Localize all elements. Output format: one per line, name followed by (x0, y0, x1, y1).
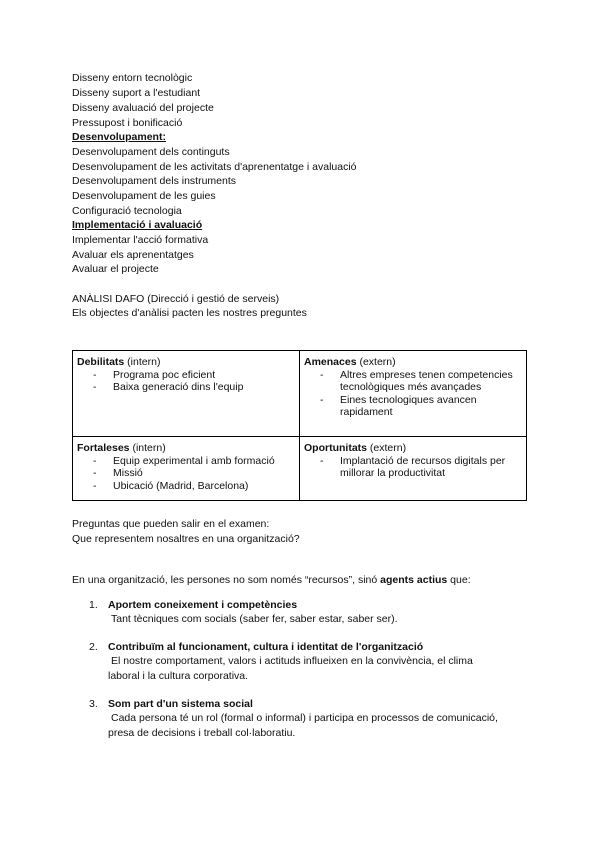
oportunitats-qualifier: (extern) (367, 442, 407, 454)
fortaleses-title: Fortaleses (77, 442, 130, 454)
questions-line-2: Que representem nosaltres en una organització? (72, 533, 300, 545)
item-body-line: laboral i la cultura corporativa. (108, 670, 249, 682)
desenvolupament-item: Desenvolupament dels instruments (72, 175, 237, 187)
debilitats-qualifier: (intern) (124, 356, 161, 368)
amenaces-qualifier: (extern) (356, 356, 396, 368)
item-title: Som part d'un sistema social (108, 698, 253, 710)
list-item: - Altres empreses tenen competencies tecnològiques més avançades (320, 369, 520, 394)
dafo-table (72, 350, 527, 501)
item-body-line: El nostre comportament, valors i actituds influeixen en la convivència, el clima (111, 655, 473, 667)
item-title: Aportem coneixement i competències (108, 599, 298, 611)
fortaleses-qualifier: (intern) (129, 442, 166, 454)
implementacio-item: Avaluar els aprenentatges (72, 249, 194, 261)
oportunitats-title: Oportunitats (304, 442, 367, 454)
list-item: - Baixa generació dins l'equip (93, 381, 295, 394)
numbered-item-1 (89, 598, 498, 627)
dafo-cell-oportunitats (300, 437, 527, 501)
item-number: 1. (89, 599, 98, 611)
intro-line-1: Disseny entorn tecnològic (72, 72, 193, 84)
debilitats-title: Debilitats (77, 356, 125, 368)
dafo-cell-fortaleses (73, 437, 300, 501)
amenaces-title: Amenaces (304, 356, 357, 368)
list-item: - Equip experimental i amb formació (93, 455, 295, 468)
questions-line-1: Preguntas que pueden salir en el examen: (72, 518, 270, 530)
list-item: - Implantació de recursos digitals per millorar la productivitat (320, 455, 520, 480)
desenvolupament-item: Desenvolupament de les activitats d'aprenentatge i avaluació (72, 161, 357, 173)
dafo-subtitle: Els objectes d'anàlisi pacten les nostres preguntes (72, 307, 307, 319)
item-number: 3. (89, 698, 98, 710)
list-item: - Ubicació (Madrid, Barcelona) (93, 480, 295, 493)
implementacio-item: Avaluar el projecte (72, 263, 159, 275)
intro-line-4: Pressupost i bonificació (72, 117, 183, 129)
dafo-title: ANÀLISI DAFO (Direcció i gestió de serveis) (72, 293, 280, 305)
implementacio-item: Implementar l'acció formativa (72, 234, 209, 246)
item-number: 2. (89, 641, 98, 653)
intro-line-2: Disseny suport a l'estudiant (72, 87, 201, 99)
dafo-cell-debilitats (73, 351, 300, 437)
org-intro-suffix: que: (447, 574, 471, 586)
list-item: - Missió (93, 467, 295, 480)
implementacio-heading: Implementació i avaluació (72, 219, 203, 231)
desenvolupament-item: Configuració tecnologia (72, 205, 182, 217)
item-body-line: presa de decisions i treball col·laboratiu. (108, 727, 296, 739)
numbered-item-3 (89, 697, 498, 741)
desenvolupament-item: Desenvolupament dels continguts (72, 146, 230, 158)
dafo-cell-amenaces (300, 351, 527, 437)
desenvolupament-heading: Desenvolupament: (72, 131, 166, 143)
list-item: - Programa poc eficient (93, 369, 295, 382)
item-body-line: Cada persona té un rol (formal o informal) i participa en processos de comunicació, (111, 712, 498, 724)
intro-line-3: Disseny avaluació del projecte (72, 102, 214, 114)
list-item: - Eines tecnologiques avancen rapidament (320, 394, 500, 419)
org-intro-prefix: En una organització, les persones no som només “recursos”, sinó (72, 574, 381, 586)
desenvolupament-item: Desenvolupament de les guies (72, 190, 216, 202)
item-body-line: Tant tècniques com socials (saber fer, saber estar, saber ser). (111, 613, 398, 625)
org-intro (72, 573, 471, 587)
item-title: Contribuïm al funcionament, cultura i identitat de l'organització (108, 641, 424, 653)
numbered-list (89, 598, 498, 754)
org-intro-bold: agents actius (380, 574, 448, 586)
numbered-item-2 (89, 640, 498, 684)
